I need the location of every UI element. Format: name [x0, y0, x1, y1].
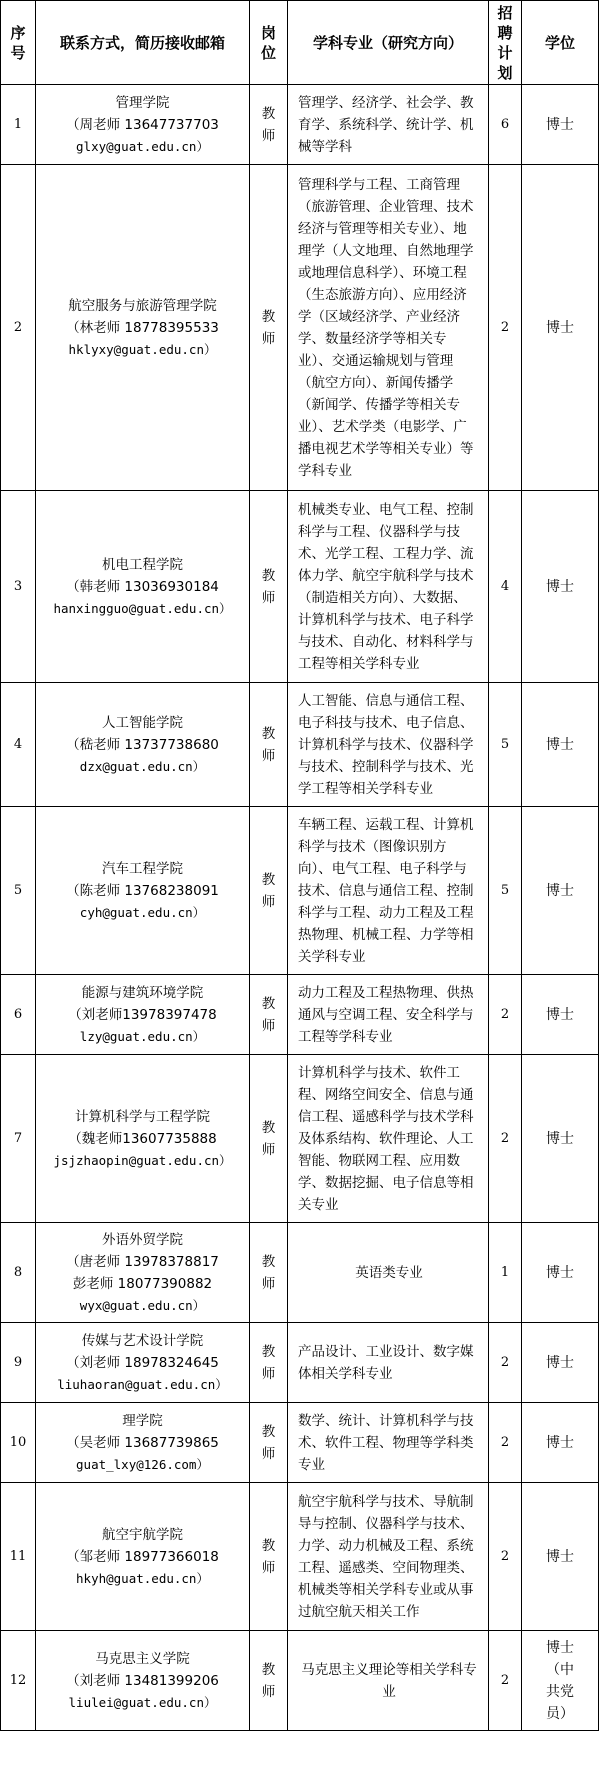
post-cell: 教 师	[250, 491, 288, 683]
contact-cell: 能源与建筑环境学院 （刘老师13978397478 lzy@guat.edu.cn）	[36, 975, 250, 1055]
row-number: 3	[1, 491, 36, 683]
post-cell: 教 师	[250, 165, 288, 491]
row-number: 7	[1, 1055, 36, 1223]
plan-cell: 5	[489, 807, 522, 975]
plan-cell: 2	[489, 1631, 522, 1731]
row-number: 2	[1, 165, 36, 491]
post-cell: 教 师	[250, 683, 288, 807]
header-plan: 招 聘 计 划	[489, 1, 522, 85]
contact-cell: 传媒与艺术设计学院 （刘老师 18978324645 liuhaoran@guat.edu.cn）	[36, 1323, 250, 1403]
major-cell: 航空宇航科学与技术、导航制 导与控制、仪器科学与技术、 力学、动力机械及工程、系统 工程、遥感类、空间物理类、 机械类等相关学科专业或从事 过航空航天相关工作	[288, 1483, 489, 1631]
row-number: 12	[1, 1631, 36, 1731]
plan-cell: 2	[489, 1403, 522, 1483]
header-row	[1, 1, 599, 85]
degree-cell: 博士	[522, 807, 599, 975]
table-row	[1, 1483, 599, 1631]
plan-cell: 1	[489, 1223, 522, 1323]
row-number: 10	[1, 1403, 36, 1483]
post-cell: 教 师	[250, 1055, 288, 1223]
plan-cell: 2	[489, 1055, 522, 1223]
header-no: 序 号	[1, 1, 36, 85]
degree-cell: 博士	[522, 1055, 599, 1223]
plan-cell: 2	[489, 975, 522, 1055]
major-cell: 马克思主义理论等相关学科专 业	[288, 1631, 489, 1731]
degree-cell: 博士	[522, 1483, 599, 1631]
contact-cell: 管理学院 （周老师 13647737703 glxy@guat.edu.cn）	[36, 85, 250, 165]
degree-cell: 博士	[522, 975, 599, 1055]
header-major: 学科专业（研究方向）	[288, 1, 489, 85]
table-row	[1, 683, 599, 807]
post-cell: 教 师	[250, 1483, 288, 1631]
post-cell: 教 师	[250, 807, 288, 975]
degree-cell: 博士	[522, 165, 599, 491]
major-cell: 动力工程及工程热物理、供热 通风与空调工程、安全科学与 工程等学科专业	[288, 975, 489, 1055]
row-number: 6	[1, 975, 36, 1055]
major-cell: 数学、统计、计算机科学与技 术、软件工程、物理等学科类 专业	[288, 1403, 489, 1483]
contact-cell: 航空宇航学院 （邹老师 18977366018 hkyh@guat.edu.cn）	[36, 1483, 250, 1631]
table-row	[1, 1055, 599, 1223]
contact-cell: 航空服务与旅游管理学院 （林老师 18778395533 hklyxy@guat.edu.cn）	[36, 165, 250, 491]
table-row	[1, 1323, 599, 1403]
degree-cell: 博士	[522, 1223, 599, 1323]
contact-cell: 人工智能学院 （嵇老师 13737738680 dzx@guat.edu.cn）	[36, 683, 250, 807]
plan-cell: 5	[489, 683, 522, 807]
degree-cell: 博士	[522, 683, 599, 807]
table-row	[1, 165, 599, 491]
degree-cell: 博士	[522, 85, 599, 165]
contact-cell: 汽车工程学院 （陈老师 13768238091 cyh@guat.edu.cn）	[36, 807, 250, 975]
major-cell: 车辆工程、运载工程、计算机 科学与技术（图像识别方 向）、电气工程、电子科学与 技术、信息与通信工程、控制 科学与工程、动力工程及工程 热物理、机械工程、力学等相 关学科专业	[288, 807, 489, 975]
row-number: 1	[1, 85, 36, 165]
table-row	[1, 491, 599, 683]
major-cell: 计算机科学与技术、软件工 程、网络空间安全、信息与通 信工程、遥感科学与技术学科 及体系结构、软件理论、人工 智能、物联网工程、应用数 学、数据挖掘、电子信息等相 关专业	[288, 1055, 489, 1223]
row-number: 11	[1, 1483, 36, 1631]
row-number: 5	[1, 807, 36, 975]
table-row	[1, 1223, 599, 1323]
plan-cell: 4	[489, 491, 522, 683]
row-number: 8	[1, 1223, 36, 1323]
table-row	[1, 1403, 599, 1483]
header-contact: 联系方式，简历接收邮箱	[36, 1, 250, 85]
contact-cell: 理学院 （吴老师 13687739865 guat_lxy@126.com）	[36, 1403, 250, 1483]
table-body	[1, 85, 599, 1731]
degree-cell: 博士	[522, 1403, 599, 1483]
degree-cell: 博士 （中 共党 员）	[522, 1631, 599, 1731]
header-degree: 学位	[522, 1, 599, 85]
post-cell: 教 师	[250, 1631, 288, 1731]
header-post: 岗 位	[250, 1, 288, 85]
contact-cell: 马克思主义学院 （刘老师 13481399206 liulei@guat.edu.cn）	[36, 1631, 250, 1731]
table-row	[1, 85, 599, 165]
plan-cell: 2	[489, 1323, 522, 1403]
row-number: 4	[1, 683, 36, 807]
post-cell: 教 师	[250, 1223, 288, 1323]
major-cell: 管理科学与工程、工商管理 （旅游管理、企业管理、技术 经济与管理等相关专业）、地 理学（人文地理、自然地理学 或地理信息科学）、环境工程 （生态旅游方向）、应用经济 学（区域经济学、产业经济 学、数量经济学等相关专 业）、交通运输规划与管理 （航空方向）、新闻传播学 （新闻学、传播学等相关专 业）、艺术学类（电影学、广 播电视艺术学等相关专业）等 学科专业	[288, 165, 489, 491]
contact-cell: 计算机科学与工程学院 （魏老师13607735888 jsjzhaopin@guat.edu.cn）	[36, 1055, 250, 1223]
post-cell: 教 师	[250, 85, 288, 165]
degree-cell: 博士	[522, 1323, 599, 1403]
table-row	[1, 1631, 599, 1731]
post-cell: 教 师	[250, 1403, 288, 1483]
row-number: 9	[1, 1323, 36, 1403]
major-cell: 英语类专业	[288, 1223, 489, 1323]
table-row	[1, 975, 599, 1055]
contact-cell: 机电工程学院 （韩老师 13036930184 hanxingguo@guat.edu.cn）	[36, 491, 250, 683]
plan-cell: 2	[489, 1483, 522, 1631]
post-cell: 教 师	[250, 975, 288, 1055]
table-row	[1, 807, 599, 975]
degree-cell: 博士	[522, 491, 599, 683]
contact-cell: 外语外贸学院 （唐老师 13978378817 彭老师 18077390882 wyx@guat.edu.cn）	[36, 1223, 250, 1323]
major-cell: 管理学、经济学、社会学、教 育学、系统科学、统计学、机 械等学科	[288, 85, 489, 165]
plan-cell: 6	[489, 85, 522, 165]
plan-cell: 2	[489, 165, 522, 491]
post-cell: 教 师	[250, 1323, 288, 1403]
major-cell: 机械类专业、电气工程、控制 科学与工程、仪器科学与技 术、光学工程、工程力学、流 体力学、航空宇航科学与技术 （制造相关方向）、大数据、 计算机科学与技术、电子科学 与技术、自动化、材料科学与 工程等相关学科专业	[288, 491, 489, 683]
major-cell: 人工智能、信息与通信工程、 电子科技与技术、电子信息、 计算机科学与技术、仪器科学 与技术、控制科学与技术、光 学工程等相关学科专业	[288, 683, 489, 807]
major-cell: 产品设计、工业设计、数字媒 体相关学科专业	[288, 1323, 489, 1403]
